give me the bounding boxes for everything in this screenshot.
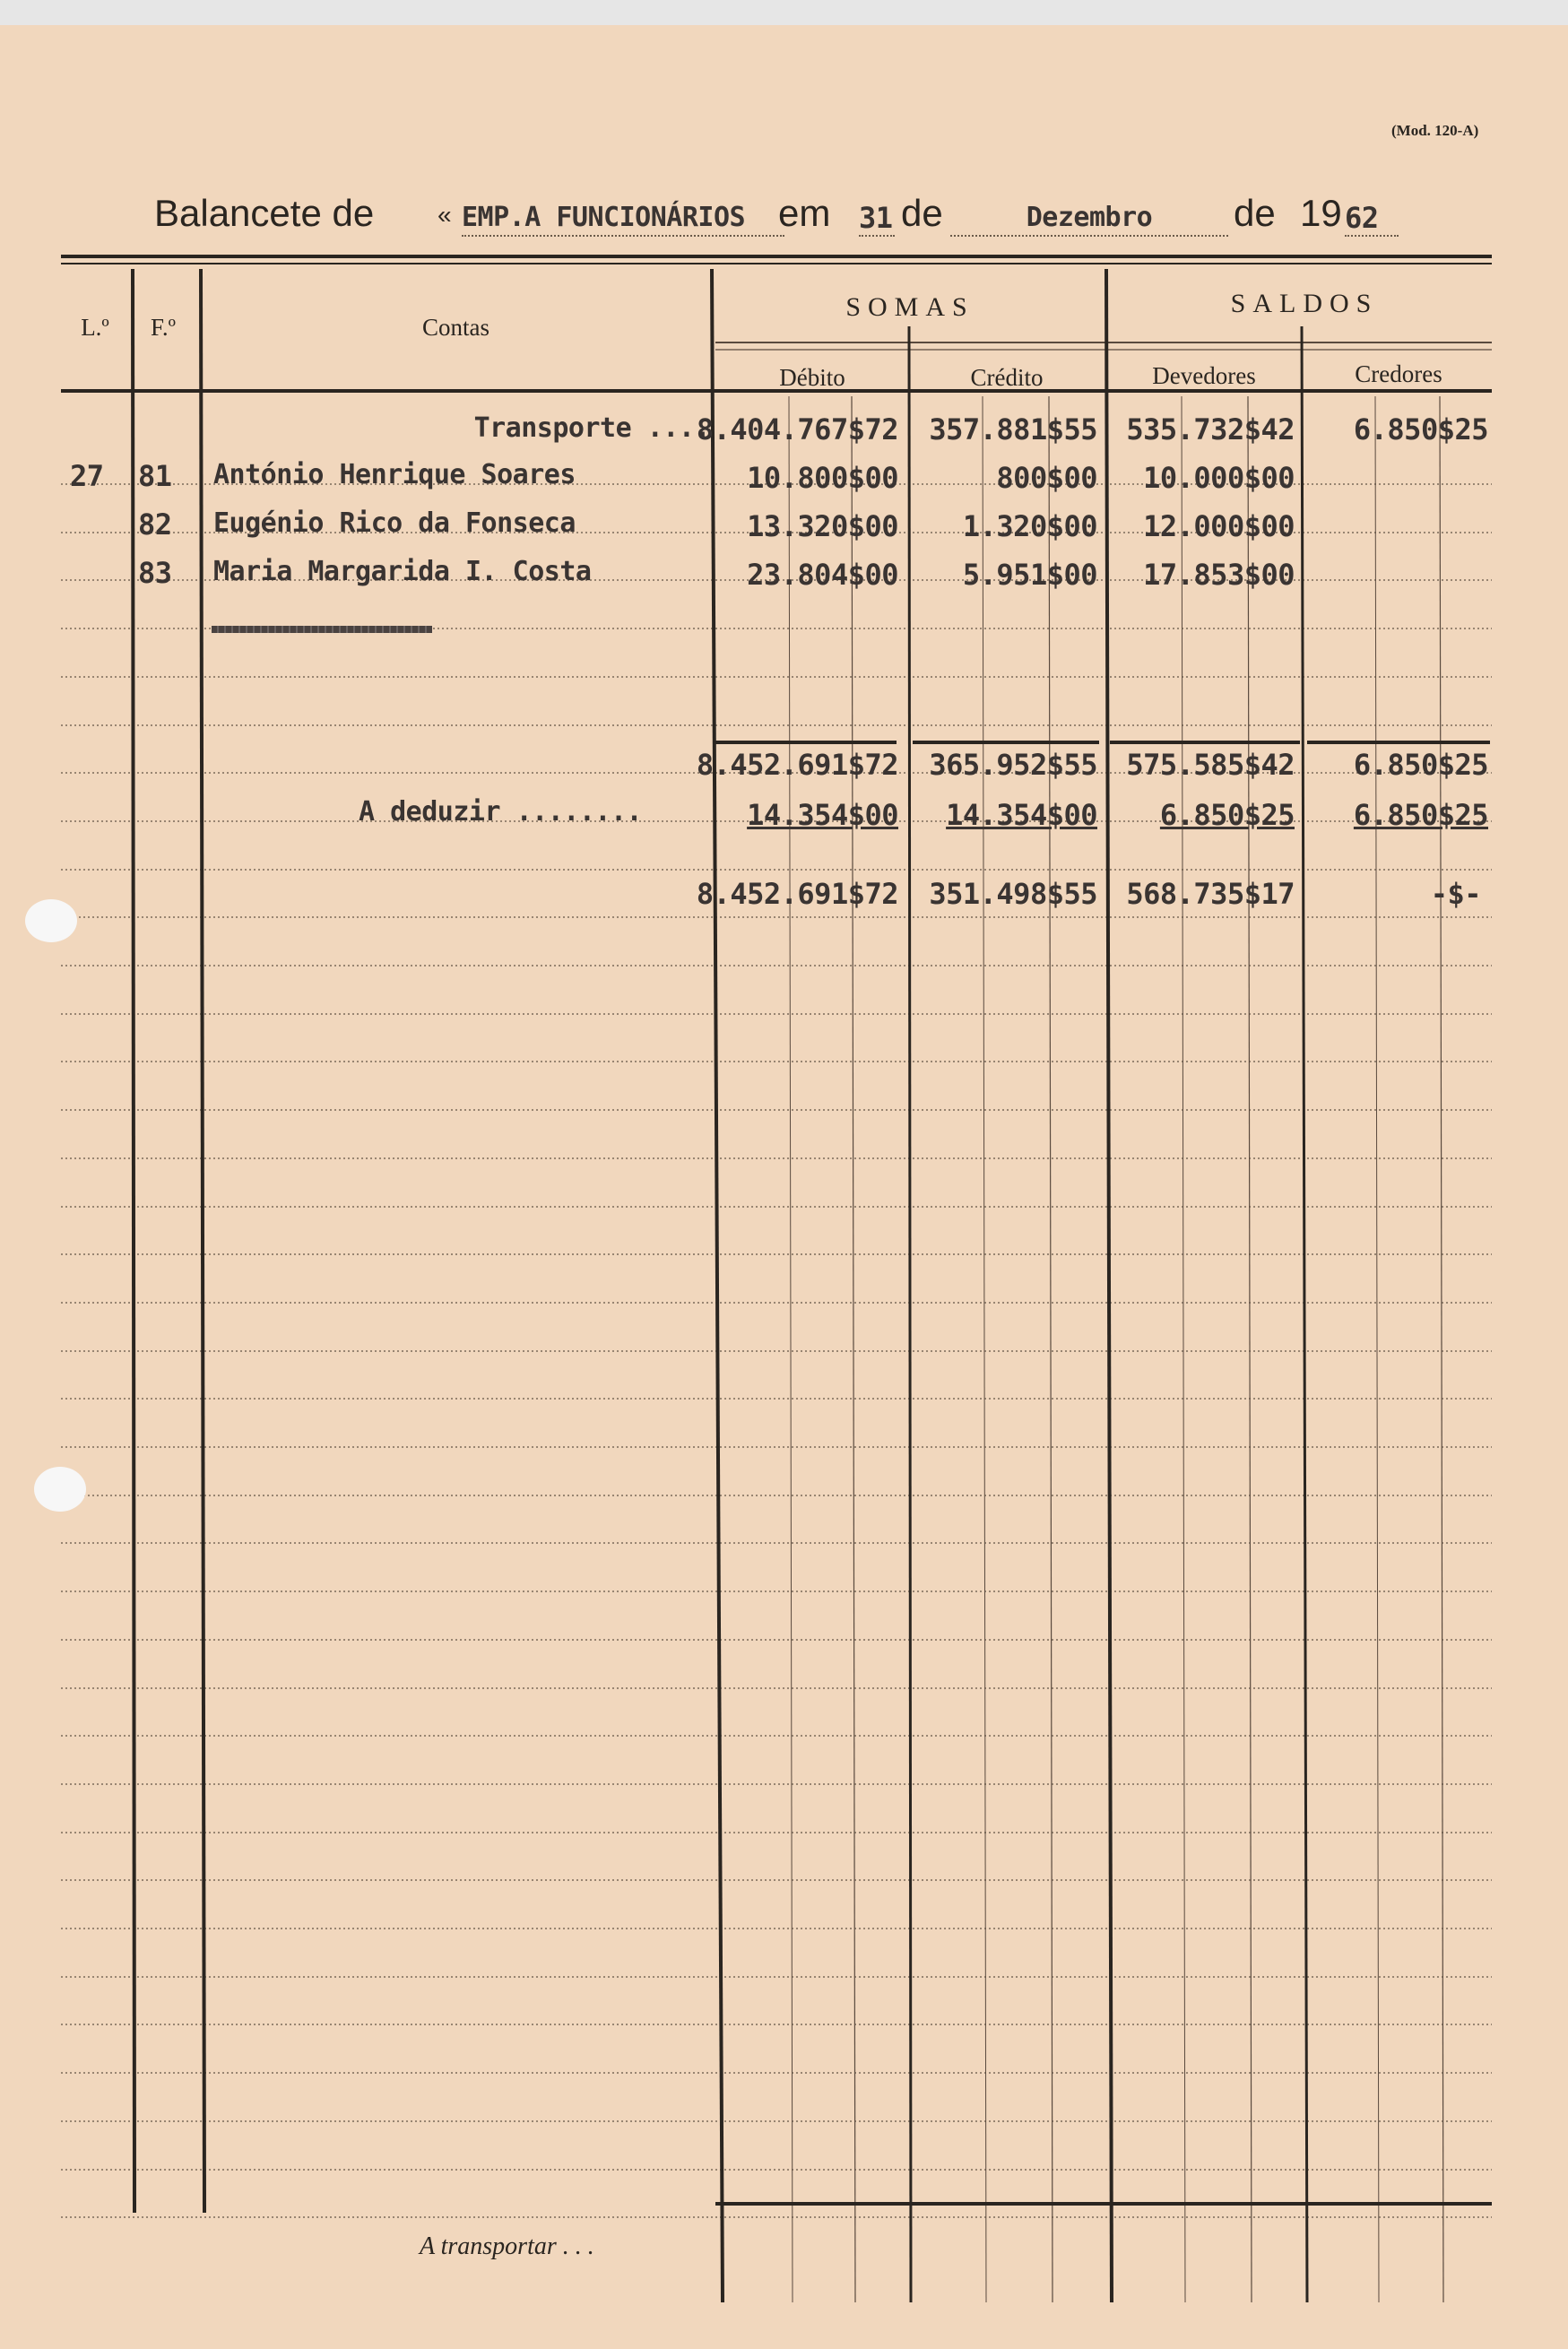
row-folio: 81 xyxy=(138,459,172,493)
row-credito: 800$00 xyxy=(996,461,1097,495)
row-debito: 23.804$00 xyxy=(747,558,898,592)
form-day-field: 31 xyxy=(859,201,895,237)
punch-hole-bottom xyxy=(34,1467,86,1512)
form-model-code: (Mod. 120-A) xyxy=(1391,122,1479,139)
header-somas: SOMAS xyxy=(845,292,975,322)
row-devedores: 17.853$00 xyxy=(1143,558,1295,592)
thousands-column-rule xyxy=(983,396,986,2302)
deduct-credito: 14.354$00 xyxy=(946,798,1097,832)
row-credito: 5.951$00 xyxy=(962,558,1097,592)
form-quote-open: « xyxy=(437,201,452,229)
deduct-debito: 14.354$00 xyxy=(747,798,898,832)
cents-column-rule xyxy=(1440,396,1443,2302)
totals-debito: 8.452.691$72 xyxy=(696,748,898,782)
final-credores: -$- xyxy=(1430,877,1481,911)
row-conta: Eugénio Rico da Fonseca xyxy=(213,507,576,539)
form-entity-field: EMP.A FUNCIONÁRIOS xyxy=(462,201,784,237)
form-year-prefix: 19 xyxy=(1300,192,1342,234)
form-em-label: em xyxy=(778,192,831,234)
row-credito: 1.320$00 xyxy=(962,509,1097,543)
deduct-devedores: 6.850$25 xyxy=(1159,798,1295,832)
cents-column-rule xyxy=(1049,396,1053,2302)
row-livro: 27 xyxy=(70,459,104,493)
column-rule-devedores xyxy=(1302,326,1307,2302)
column-rule-debito xyxy=(909,326,911,2302)
ledger-sheet xyxy=(0,25,1568,2349)
deduct-credores: 6.850$25 xyxy=(1353,798,1488,832)
row-conta: Maria Margarida I. Costa xyxy=(213,556,592,587)
form-year-field: 62 xyxy=(1345,201,1399,237)
transport-credores: 6.850$25 xyxy=(1353,412,1488,446)
row-folio: 82 xyxy=(138,507,172,542)
transport-devedores: 535.732$42 xyxy=(1126,412,1295,446)
row-devedores: 12.000$00 xyxy=(1143,509,1295,543)
final-debito: 8.452.691$72 xyxy=(696,877,898,911)
transport-label: Transporte .... xyxy=(473,412,710,444)
thousands-column-rule xyxy=(789,396,793,2302)
row-folio: 83 xyxy=(138,556,172,590)
form-de-label-2: de xyxy=(1234,192,1276,234)
row-conta: António Henrique Soares xyxy=(213,459,576,490)
row-devedores: 10.000$00 xyxy=(1143,461,1295,495)
header-contas: Contas xyxy=(421,314,489,341)
row-debito: 13.320$00 xyxy=(747,509,898,543)
form-month-field: Dezembro xyxy=(950,201,1228,237)
a-transportar-label: A transportar . . . xyxy=(420,2232,594,2260)
final-devedores: 568.735$17 xyxy=(1126,877,1295,911)
header-devedores: Devedores xyxy=(1152,362,1256,389)
header-livro: L.º xyxy=(81,314,109,341)
header-folio: F.º xyxy=(151,314,176,341)
header-debito: Débito xyxy=(779,364,845,391)
totals-credores: 6.850$25 xyxy=(1353,748,1488,782)
header-saldos: SALDOS xyxy=(1230,289,1379,318)
strikeout-mark xyxy=(212,626,432,633)
column-rule-folio xyxy=(201,269,204,2213)
deduct-label: A deduzir ........ xyxy=(359,796,643,828)
totals-credito: 365.952$55 xyxy=(929,748,1097,782)
transport-debito: 8.404.767$72 xyxy=(696,412,898,446)
column-rule-livro xyxy=(133,269,134,2213)
thousands-column-rule xyxy=(1375,396,1379,2302)
totals-devedores: 575.585$42 xyxy=(1126,748,1295,782)
form-de-label-1: de xyxy=(901,192,943,234)
punch-hole-top xyxy=(25,899,77,942)
header-credito: Crédito xyxy=(970,364,1044,391)
transport-credito: 357.881$55 xyxy=(929,412,1097,446)
form-title-prefix: Balancete de xyxy=(154,192,375,234)
row-debito: 10.800$00 xyxy=(747,461,898,495)
header-credores: Credores xyxy=(1355,360,1442,387)
thousands-column-rule xyxy=(1182,396,1185,2302)
cents-column-rule xyxy=(852,396,855,2302)
final-credito: 351.498$55 xyxy=(929,877,1097,911)
cents-column-rule xyxy=(1248,396,1252,2302)
